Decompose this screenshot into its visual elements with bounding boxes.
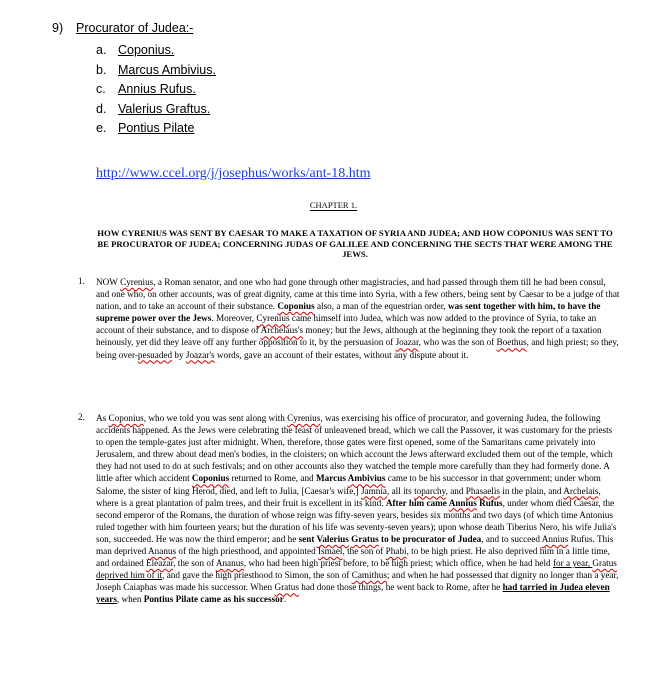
text: came himself into Judea, which was now added to the province of Syria, to take an account of their substance, and to dispose of	[96, 313, 597, 336]
text: words, gave an account of their estates, without any dispute about it.	[214, 349, 469, 360]
text: Coponius	[108, 413, 144, 423]
text: Cyrenius	[256, 313, 290, 324]
text: , was exercising his office of procurator, and governing Judea, the following accidents happened. As the Jews were celebrating the feast of unleavened bread, which we call the Passover, it was customary for the priests to open the temple-gates just after midnight. When, therefore, those gates were first opened, some of the Samaritans came privately into Jerusalem, and threw about dead men's bodies, in the cloisters; on which account the Jews afterward excluded them out of the temple, which they had not used to do at such festivals; and on other accounts also they watched the temple more carefully than they had formerly done. A little after which accident	[96, 413, 613, 484]
text: Gratus	[592, 558, 617, 569]
chapter-title	[0, 200, 667, 210]
list-letter: d.	[96, 101, 107, 116]
list-item	[96, 100, 216, 120]
list-letter: a.	[96, 43, 107, 57]
text: Gratus	[351, 533, 379, 544]
text: , a Roman senator, and one who had gone through other magistracies, and had passed through them till he had been consul, and one who, on other accounts, was of great dignity, came at this time into Syria, with a few others, being sent by Caesar to be a judge of that nation, and to take an account of their substance.	[96, 277, 620, 312]
text: of the high priesthood, and appointed	[176, 546, 318, 557]
text: Archelais	[563, 485, 599, 496]
list-letter: b.	[96, 62, 107, 77]
chapter-label: CHAPTER 1.	[309, 200, 358, 210]
procurator-list	[96, 41, 216, 139]
text: . Moreover,	[211, 313, 257, 324]
text: Cyrenius	[287, 413, 321, 423]
text: Annius	[541, 533, 569, 544]
list-item	[96, 41, 216, 61]
text: deprived him of it	[96, 570, 163, 581]
text: Gratus	[274, 582, 299, 593]
text: Rufus. This man deprived	[96, 533, 614, 557]
list-item-name: Coponius.	[118, 43, 175, 57]
text: Ananus	[148, 546, 177, 557]
text: toparchy	[414, 485, 446, 496]
text: .	[283, 594, 287, 605]
text: to be procurator of Judea	[378, 533, 482, 544]
text: Boethus	[496, 337, 527, 348]
text: , under whom died Caesar, the second emperor of the Romans, the duration of whose reign was fifty-seven years, besides six months and two days (of which time Antonius ruled together with him fourteen years; but the duration of his life was seventy-seven years); upon whose death Tiberius Nero, his wife Julia's son, succeeded. He was now the third emperor; and he	[96, 497, 617, 544]
list-item-name: Marcus Ambivius.	[118, 62, 216, 77]
text: , all its	[387, 485, 415, 496]
paragraph-2	[96, 412, 620, 606]
list-letter: c.	[96, 82, 106, 96]
text: Eleazar	[146, 558, 174, 569]
list-item-name: Pontius Pilate	[118, 121, 195, 135]
text: in the plain, and	[499, 485, 564, 496]
text: pesuaded	[137, 349, 173, 360]
paragraph-number: 2.	[78, 412, 85, 422]
text: Ambivius	[347, 473, 386, 484]
list-item-name: Valerius Graftus.	[118, 101, 211, 116]
text: returned to Rome, and	[229, 473, 316, 484]
text: , who was the son of	[418, 337, 497, 348]
text: , who we told you was sent along with	[143, 413, 288, 423]
text: , and to succeed	[481, 533, 542, 544]
heading-title: Procurator of Judea:-	[76, 21, 194, 35]
text: Joazar's	[185, 349, 215, 360]
text: Ismael	[318, 546, 343, 557]
text: was sent together with him, to have the supreme power over the Jews	[96, 301, 601, 324]
text: came to be his successor in that government; under whom Salome, the sister of king Herod, died, and left to Julia, [Caesar's wife,]	[96, 473, 601, 496]
list-item-name: Annius Rufus.	[118, 82, 196, 96]
text: After him came	[385, 497, 449, 508]
text: , when	[116, 594, 144, 605]
list-item	[96, 80, 216, 100]
text: Joazar	[395, 337, 419, 348]
source-link[interactable]: http://www.ccel.org/j/josephus/works/ant-18.htm	[96, 166, 371, 181]
text: , the son of	[342, 546, 386, 557]
text: , and gave the high priesthood to Simon, the son of	[162, 570, 352, 581]
text: As	[96, 413, 109, 423]
text: had done those things, he went back to Rome, after he	[298, 582, 503, 593]
text: Jamnia	[360, 485, 387, 496]
list-item	[96, 61, 216, 81]
text: , where is a great plantation of palm trees, and their fruit is excellent in its kind.	[96, 485, 601, 508]
text: Marcus	[315, 473, 348, 484]
text: , to be high priest. He also deprived him in a little time, and ordained	[96, 546, 610, 569]
text: Coponius	[277, 301, 315, 312]
list-item	[96, 119, 216, 139]
text: Phasaelis	[465, 485, 500, 496]
text: Annius	[448, 497, 477, 508]
text: Camithus	[351, 570, 387, 581]
text: money; but the Jews, although at the beginning they took the report of a taxation heinously, yet did they leave off any further opposition to it, by the persuasion of	[96, 325, 602, 348]
text: also, a man of the equestrian order,	[314, 301, 448, 312]
text: Ananus	[215, 558, 244, 569]
text: , who had been high priest before, to be high priest; which office, when he had held	[243, 558, 553, 569]
text: Rufus	[476, 497, 503, 508]
text: , and high priest; so they, being over-	[96, 337, 619, 360]
heading-number: 9)	[52, 21, 64, 35]
text: had tarried in Judea eleven years	[96, 582, 610, 605]
text: by	[172, 349, 186, 360]
text: , the son of	[173, 558, 216, 569]
text: Pontius Pilate came as his successor	[143, 594, 284, 605]
paragraph-number: 1.	[78, 276, 85, 286]
paragraph-1	[96, 276, 620, 361]
text: Cyrenius	[120, 277, 154, 287]
text: Coponius	[191, 473, 230, 484]
text: Valerius	[316, 533, 349, 544]
text: Archelaus's	[260, 325, 304, 336]
text: , and	[445, 485, 466, 496]
section-heading	[52, 21, 193, 35]
text: Phabi	[385, 546, 407, 557]
text: for a year,	[552, 558, 593, 569]
list-letter: e.	[96, 121, 107, 135]
chapter-summary: HOW CYRENIUS WAS SENT BY CAESAR TO MAKE A TAXATION OF SYRIA AND JUDEA; AND HOW COPONIUS WAS SENT TO BE PROCURATOR OF JUDEA; CONCERNING JUDAS OF GALILEE AND CONCERNING THE SECTS THAT WERE AMONG THE JEWS.	[97, 228, 613, 259]
text: sent	[298, 533, 317, 544]
text: ; and when he had possessed that dignity no longer than a year, Joseph Caiaphas was made his successor. When	[96, 570, 619, 593]
text: NOW	[96, 277, 121, 287]
